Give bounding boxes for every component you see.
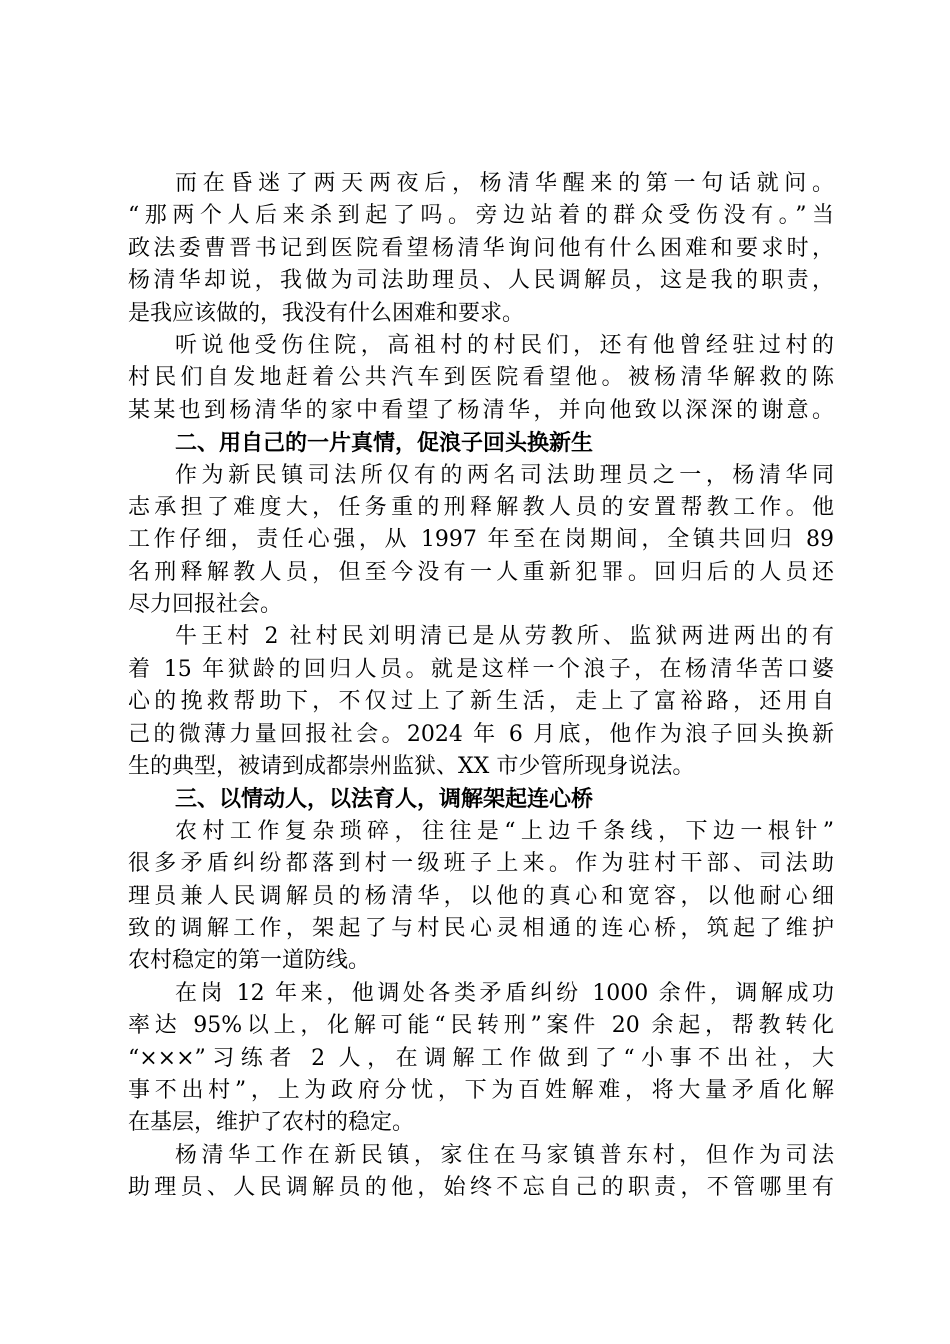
text-line: 是我应该做的，我没有什么困难和要求。 [128, 300, 525, 326]
text-line: 农村稳定的第一道防线。 [128, 948, 371, 974]
text-line: “×××”习练者 2 人，在调解工作做到了“小事不出社，大 [128, 1045, 834, 1071]
text-line: 致的调解工作，架起了与村民心灵相通的连心桥，筑起了维护 [128, 915, 834, 941]
text-line: 生的典型，被请到成都崇州监狱、XX 市少管所现身说法。 [128, 754, 695, 780]
text-line: 牛王村 2 社村民刘明清已是从劳教所、监狱两进两出的有 [175, 624, 834, 650]
text-line: 着 15 年狱龄的回归人员。就是这样一个浪子，在杨清华苦口婆 [128, 656, 834, 682]
text-line: 己的微薄力量回报社会。2024 年 6 月底，他作为浪子回头换新 [128, 721, 834, 747]
text-line: 杨清华工作在新民镇，家住在马家镇普东村，但作为司法 [175, 1142, 834, 1168]
text-line: 杨清华却说，我做为司法助理员、人民调解员，这是我的职责， [128, 268, 834, 294]
text-line: “那两个人后来杀到起了吗。旁边站着的群众受伤没有。”当 [128, 203, 834, 229]
text-line: 农村工作复杂琐碎，往往是“上边千条线，下边一根针” [175, 818, 834, 844]
text-line: 在岗 12 年来，他调处各类矛盾纠纷 1000 余件，调解成功 [175, 980, 834, 1006]
text-line: 工作仔细，责任心强，从 1997 年至在岗期间，全镇共回归 89 [128, 527, 834, 553]
text-line: 助理员、人民调解员的他，始终不忘自己的职责，不管哪里有 [128, 1175, 834, 1201]
text-line: 率达 95%以上，化解可能“民转刑”案件 20 余起，帮教转化 [128, 1013, 834, 1039]
text-line: 名刑释解教人员，但至今没有一人重新犯罪。回归后的人员还 [128, 559, 834, 585]
text-line: 听说他受伤住院，高祖村的村民们，还有他曾经驻过村的 [175, 332, 834, 358]
text-line: 某某也到杨清华的家中看望了杨清华，并向他致以深深的谢意。 [128, 397, 834, 423]
text-line: 志承担了难度大，任务重的刑释解教人员的安置帮教工作。他 [128, 494, 834, 520]
text-line: 尽力回报社会。 [128, 592, 283, 618]
text-line: 而在昏迷了两天两夜后，杨清华醒来的第一句话就问。 [175, 171, 834, 196]
text-line: 作为新民镇司法所仅有的两名司法助理员之一，杨清华同 [175, 462, 834, 488]
document-body [128, 168, 834, 1205]
text-line: 很多矛盾纠纷都落到村一级班子上来。作为驻村干部、司法助 [128, 851, 834, 877]
text-line: 政法委曹晋书记到医院看望杨清华询问他有什么困难和要求时， [128, 235, 834, 261]
text-line: 理员兼人民调解员的杨清华，以他的真心和宽容，以他耐心细 [128, 883, 834, 909]
section-heading: 三、以情动人，以法育人，调解架起连心桥 [175, 786, 594, 813]
section-heading: 二、用自己的一片真情，促浪子回头换新生 [175, 430, 594, 457]
text-line: 事不出村”，上为政府分忧，下为百姓解难，将大量矛盾化解 [128, 1077, 834, 1103]
text-line: 心的挽救帮助下，不仅过上了新生活，走上了富裕路，还用自 [128, 689, 834, 715]
text-line: 村民们自发地赶着公共汽车到医院看望他。被杨清华解救的陈 [128, 365, 834, 391]
text-line: 在基层，维护了农村的稳定。 [128, 1110, 415, 1136]
